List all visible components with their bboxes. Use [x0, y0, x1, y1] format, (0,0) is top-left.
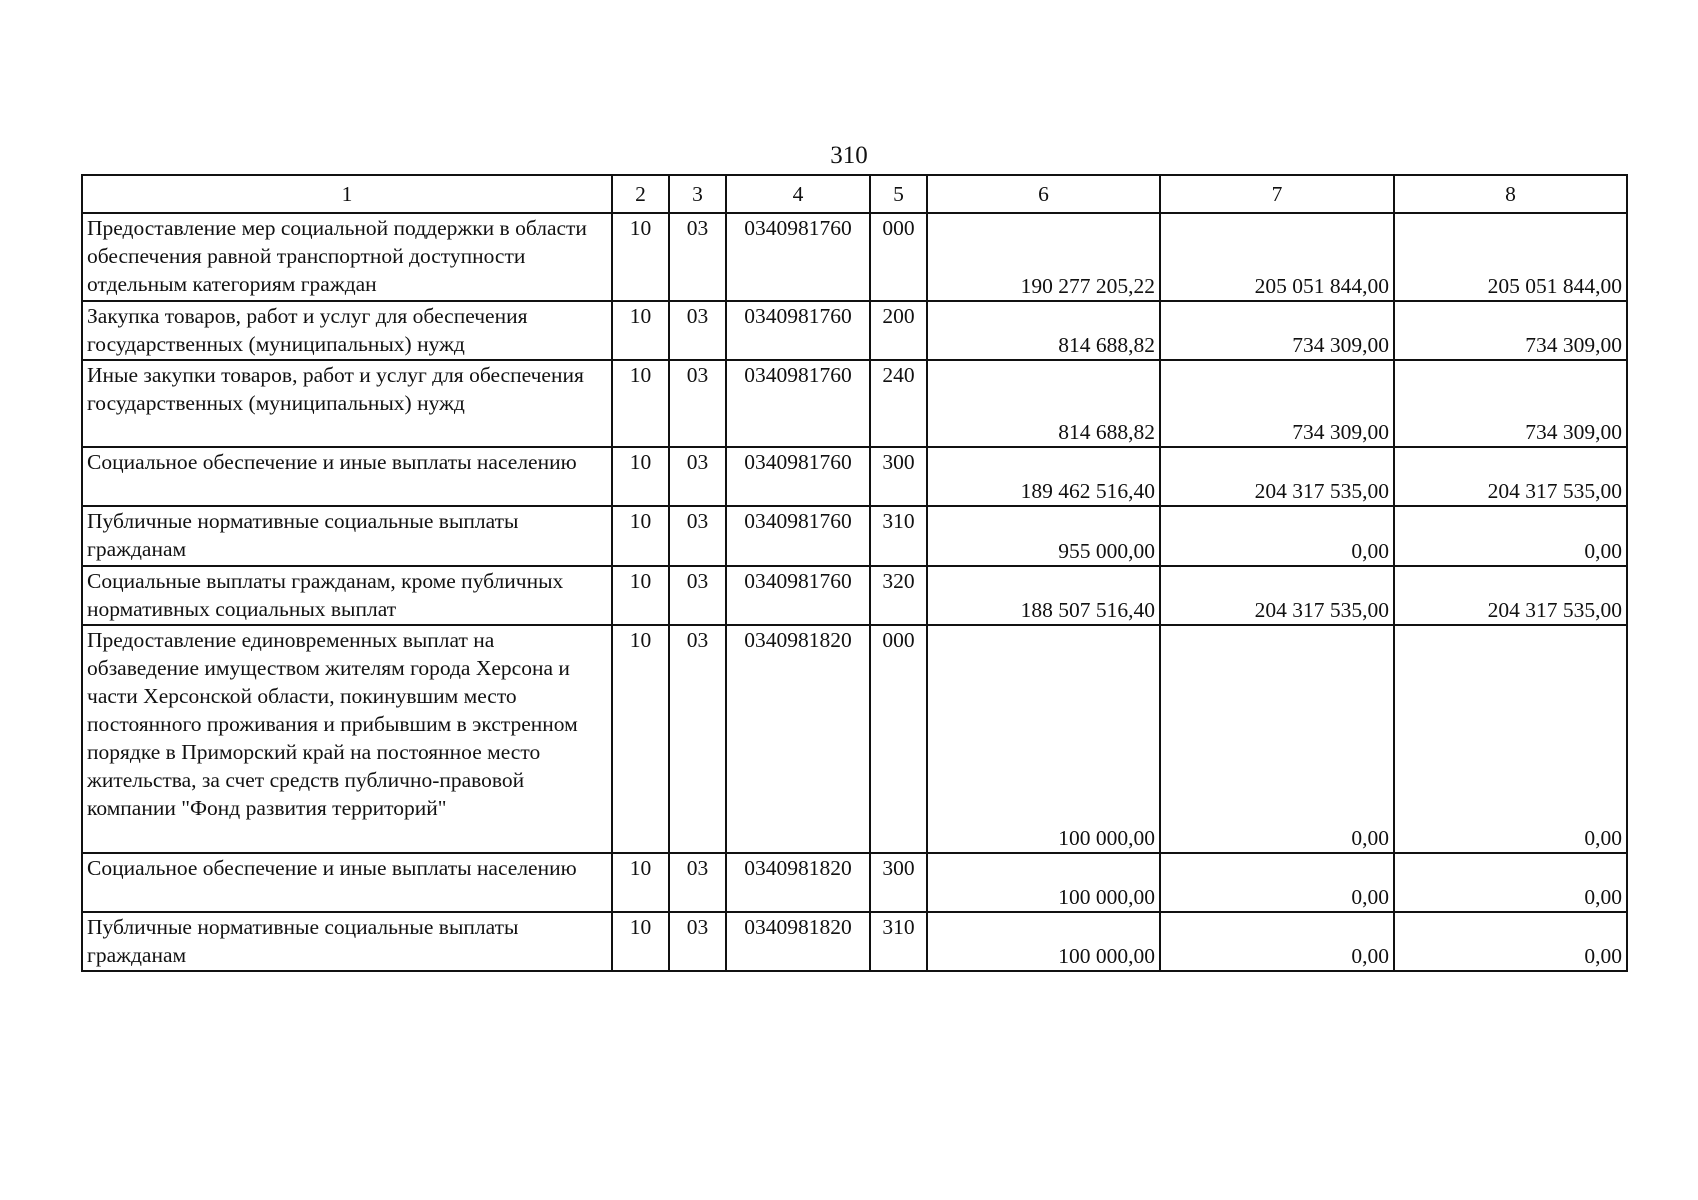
header-cell-4: 4: [726, 175, 870, 213]
row-amount-col6: 188 507 516,40: [927, 566, 1160, 625]
row-name: Предоставление мер социальной поддержки в области обеспечения равной транспортной доступности отдельным категориям граждан: [82, 213, 612, 301]
row-amount-col6: 814 688,82: [927, 301, 1160, 360]
row-expense-type: 310: [870, 912, 927, 971]
row-subsection: 03: [669, 213, 726, 301]
row-expense-type: 000: [870, 213, 927, 301]
row-amount-col8: 204 317 535,00: [1394, 447, 1627, 506]
row-target-article: 0340981820: [726, 625, 870, 853]
row-target-article: 0340981760: [726, 447, 870, 506]
row-target-article: 0340981760: [726, 566, 870, 625]
row-amount-col6: 189 462 516,40: [927, 447, 1160, 506]
row-amount-col7: 0,00: [1160, 506, 1394, 566]
row-subsection: 03: [669, 625, 726, 853]
header-cell-3: 3: [669, 175, 726, 213]
header-cell-5: 5: [870, 175, 927, 213]
row-amount-col7: 0,00: [1160, 912, 1394, 971]
table-row: [82, 912, 1627, 971]
table-row: [82, 447, 1627, 506]
row-expense-type: 300: [870, 853, 927, 912]
row-amount-col7: 205 051 844,00: [1160, 213, 1394, 301]
row-name: Иные закупки товаров, работ и услуг для обеспечения государственных (муниципальных) нужд: [82, 360, 612, 447]
row-subsection: 03: [669, 506, 726, 566]
row-section: 10: [612, 360, 669, 447]
row-name: Социальные выплаты гражданам, кроме публичных нормативных социальных выплат: [82, 566, 612, 625]
row-amount-col8: 734 309,00: [1394, 301, 1627, 360]
table-row: [82, 301, 1627, 360]
row-name: Публичные нормативные социальные выплаты гражданам: [82, 506, 612, 566]
table-row: [82, 853, 1627, 912]
row-amount-col8: 0,00: [1394, 853, 1627, 912]
table-header-row: [82, 175, 1627, 213]
row-amount-col8: 0,00: [1394, 506, 1627, 566]
row-section: 10: [612, 301, 669, 360]
row-target-article: 0340981820: [726, 912, 870, 971]
row-name: Публичные нормативные социальные выплаты гражданам: [82, 912, 612, 971]
row-expense-type: 310: [870, 506, 927, 566]
row-section: 10: [612, 912, 669, 971]
row-section: 10: [612, 566, 669, 625]
table-row: [82, 213, 1627, 301]
row-amount-col7: 204 317 535,00: [1160, 566, 1394, 625]
row-name: Предоставление единовременных выплат на обзаведение имуществом жителям города Херсона и части Херсонской области, покинувшим место постоянного проживания и прибывшим в экстренном порядке в Приморский край на постоянное место жительства, за счет средств публично-правовой компании "Фонд развития территорий": [82, 625, 612, 853]
page-number: 310: [830, 142, 868, 169]
row-target-article: 0340981760: [726, 301, 870, 360]
row-amount-col6: 190 277 205,22: [927, 213, 1160, 301]
row-amount-col6: 100 000,00: [927, 625, 1160, 853]
row-amount-col8: 205 051 844,00: [1394, 213, 1627, 301]
row-amount-col6: 100 000,00: [927, 912, 1160, 971]
header-cell-6: 6: [927, 175, 1160, 213]
row-amount-col6: 100 000,00: [927, 853, 1160, 912]
row-expense-type: 200: [870, 301, 927, 360]
header-cell-8: 8: [1394, 175, 1627, 213]
row-name: Закупка товаров, работ и услуг для обеспечения государственных (муниципальных) нужд: [82, 301, 612, 360]
row-subsection: 03: [669, 912, 726, 971]
row-amount-col7: 0,00: [1160, 853, 1394, 912]
row-target-article: 0340981760: [726, 506, 870, 566]
row-amount-col7: 204 317 535,00: [1160, 447, 1394, 506]
table-row: [82, 566, 1627, 625]
row-subsection: 03: [669, 301, 726, 360]
row-amount-col7: 734 309,00: [1160, 360, 1394, 447]
header-cell-1: 1: [82, 175, 612, 213]
table-row: [82, 360, 1627, 447]
row-section: 10: [612, 853, 669, 912]
header-cell-2: 2: [612, 175, 669, 213]
row-amount-col8: 734 309,00: [1394, 360, 1627, 447]
row-target-article: 0340981760: [726, 360, 870, 447]
row-amount-col6: 955 000,00: [927, 506, 1160, 566]
row-amount-col8: 0,00: [1394, 912, 1627, 971]
table-row: [82, 506, 1627, 566]
header-cell-7: 7: [1160, 175, 1394, 213]
row-amount-col6: 814 688,82: [927, 360, 1160, 447]
row-subsection: 03: [669, 566, 726, 625]
row-amount-col8: 0,00: [1394, 625, 1627, 853]
row-amount-col7: 734 309,00: [1160, 301, 1394, 360]
row-section: 10: [612, 506, 669, 566]
row-expense-type: 000: [870, 625, 927, 853]
row-section: 10: [612, 213, 669, 301]
row-name: Социальное обеспечение и иные выплаты населению: [82, 447, 612, 506]
row-section: 10: [612, 625, 669, 853]
budget-table: [81, 174, 1628, 972]
row-amount-col8: 204 317 535,00: [1394, 566, 1627, 625]
row-subsection: 03: [669, 360, 726, 447]
row-name: Социальное обеспечение и иные выплаты населению: [82, 853, 612, 912]
table-row: [82, 625, 1627, 853]
row-target-article: 0340981820: [726, 853, 870, 912]
row-subsection: 03: [669, 447, 726, 506]
row-section: 10: [612, 447, 669, 506]
row-expense-type: 240: [870, 360, 927, 447]
row-expense-type: 320: [870, 566, 927, 625]
row-target-article: 0340981760: [726, 213, 870, 301]
row-amount-col7: 0,00: [1160, 625, 1394, 853]
row-subsection: 03: [669, 853, 726, 912]
row-expense-type: 300: [870, 447, 927, 506]
